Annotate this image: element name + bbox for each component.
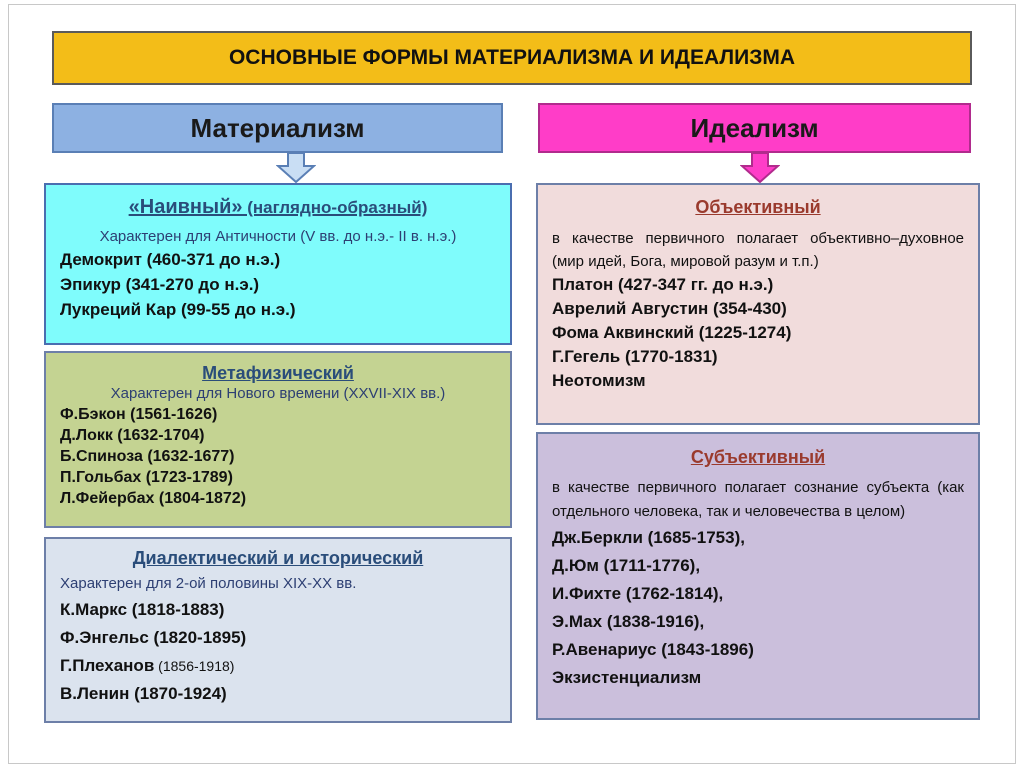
idealism-heading: Идеализм <box>538 103 971 153</box>
metaphysical-materialism-panel <box>44 351 512 528</box>
naive-title-paren: (наглядно-образный) <box>242 198 428 217</box>
dialectical-subtitle: Характерен для 2-ой половины XIX-XX вв. <box>60 575 357 592</box>
naive-title-main: «Наивный» <box>128 196 243 218</box>
dialectical-materialism-panel <box>44 537 512 723</box>
list-item: Дж.Беркли (1685-1753), <box>552 528 745 547</box>
list-item: Д.Юм (1711-1776), <box>552 556 701 575</box>
list-item: Ф.Энгельс (1820-1895) <box>60 628 247 647</box>
list-item: Экзистенциализм <box>552 668 702 687</box>
list-item: Д.Локк (1632-1704) <box>60 427 205 444</box>
materialism-down-arrow-icon <box>276 153 316 183</box>
metaphysical-subtitle: Характерен для Нового времени (XXVII-XIX вв.) <box>110 385 446 402</box>
list-item: Эпикур (341-270 до н.э.) <box>60 275 260 294</box>
idealism-down-arrow-icon <box>740 153 780 183</box>
materialism-heading: Материализм <box>52 103 503 153</box>
list-item: Ф.Бэкон (1561-1626) <box>60 406 218 423</box>
list-item: П.Гольбах (1723-1789) <box>60 469 233 486</box>
objective-idealism-panel <box>536 183 980 425</box>
list-item: Б.Спиноза (1632-1677) <box>60 448 235 465</box>
metaphysical-title: Метафизический <box>202 363 354 383</box>
list-item: Платон (427-347 гг. до н.э.) <box>552 275 774 294</box>
list-item: Г.Гегель (1770-1831) <box>552 347 718 366</box>
list-item: Неотомизм <box>552 371 646 390</box>
list-item <box>60 652 496 680</box>
subjective-description: в качестве первичного полагает сознание субъекта (как отдельного человека, так и человечества в целом) <box>552 479 964 520</box>
subjective-title: Субъективный <box>690 447 826 467</box>
list-item: И.Фихте (1762-1814), <box>552 584 724 603</box>
list-item: Л.Фейербах (1804-1872) <box>60 490 247 507</box>
list-item: Фома Аквинский (1225-1274) <box>552 323 792 342</box>
list-item: Э.Мах (1838-1916), <box>552 612 705 631</box>
objective-description: в качестве первичного полагает объективно–духовное (мир идей, Бога, мировой разум и т.п.) <box>552 230 964 270</box>
naive-title <box>60 193 496 222</box>
naive-materialism-panel <box>44 183 512 345</box>
list-item: Р.Авенариус (1843-1896) <box>552 640 754 659</box>
objective-title: Объективный <box>695 197 821 217</box>
list-item: К.Маркс (1818-1883) <box>60 600 225 619</box>
plekhanov-name: Г.Плеханов <box>60 656 155 675</box>
page-title: ОСНОВНЫЕ ФОРМЫ МАТЕРИАЛИЗМА И ИДЕАЛИЗМА <box>52 31 972 85</box>
list-item: В.Ленин (1870-1924) <box>60 684 227 703</box>
dialectical-title: Диалектический и исторический <box>132 548 424 568</box>
list-item: Лукреций Кар (99-55 до н.э.) <box>60 300 296 319</box>
plekhanov-years: (1856-1918) <box>154 658 235 674</box>
list-item: Аврелий Августин (354-430) <box>552 299 787 318</box>
list-item: Демокрит (460-371 до н.э.) <box>60 250 281 269</box>
naive-subtitle: Характерен для Античности (V вв. до н.э.- II в. н.э.) <box>99 228 457 245</box>
subjective-idealism-panel <box>536 432 980 720</box>
